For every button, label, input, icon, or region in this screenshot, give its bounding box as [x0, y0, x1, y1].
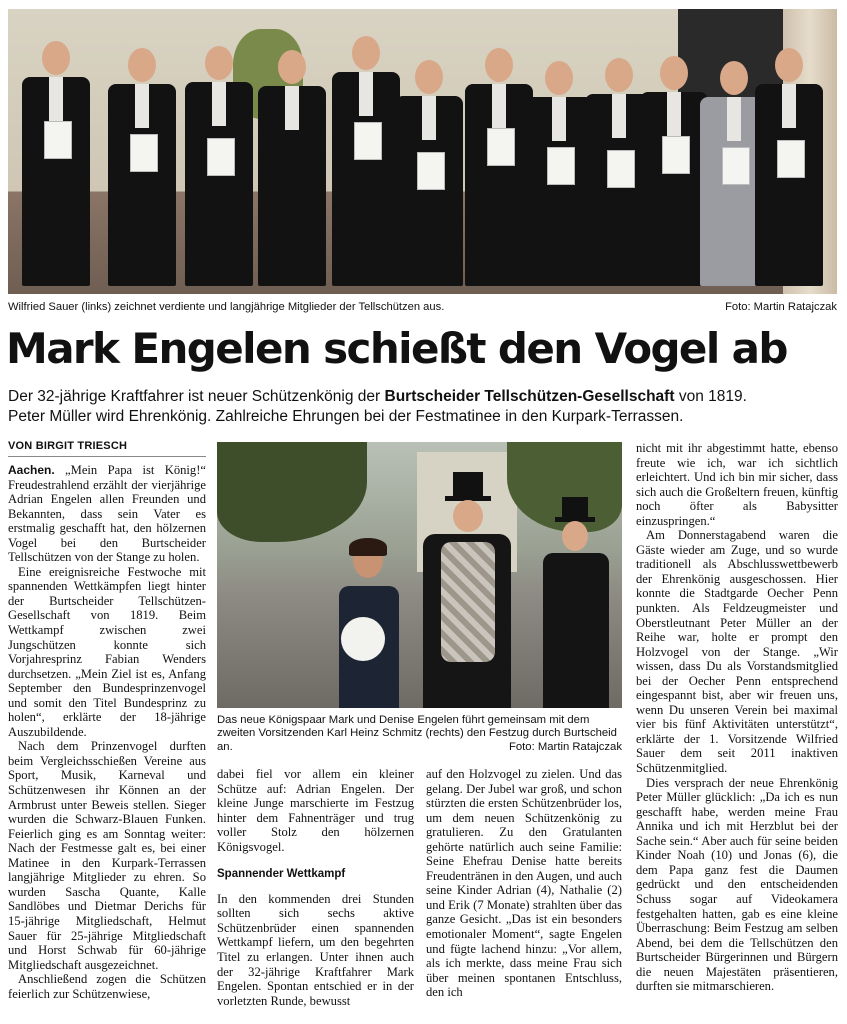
photo-tree [217, 442, 367, 542]
honoree-figure [393, 60, 465, 286]
honoree-figure [330, 36, 402, 286]
deck-line-1: Der 32-jährige Kraftfahrer ist neuer Schützenkönig der Burtscheider Tellschützen-Gesellschaft von 1819. [8, 388, 747, 405]
col2-paragraph: dabei fiel vor allem ein kleiner Schütze auf: Adrian Engelen. Der kleine Junge marschierte im Festzug hinter dem Fahnenträger und trug voller Stolz den hölzernen Königsvogel. [217, 767, 414, 854]
headline: Mark Engelen schießt den Vogel ab [6, 324, 787, 373]
col4-paragraph: Am Donnerstagabend waren die Gäste wieder am Zuge, und so wurde traditionell als Abschlusswettbewerb der Ehrenkönig ausgeschossen. Hier konnte die Stadtgarde Oecher Penn punkten. Als Feldzeugmeister und Oberstleutnant Peter Müller an der Reihe war, holte er prompt den Holzvogel von der Stange. „Wir wissen, dass Du als Vorstandsmitglied bei der Oecher Penn entsprechend eingespannt bist, aber wir freuen uns, wenn Du unseren Verein bei maximal vier bis fünf Aktivitäten unterstützt“, erklärte der 1. Vorsitzende Wilfried Sauer dem seit 2011 inaktiven Schützenmitglied. [636, 528, 838, 776]
honoree-figure [753, 48, 825, 286]
deck-line-2: Peter Müller wird Ehrenkönig. Zahlreiche Ehrungen bei der Festmatinee in den Kurpark-Terrassen. [8, 408, 684, 425]
deck [8, 387, 840, 427]
col1-paragraph: Aachen. „Mein Papa ist König!“ Freudestrahlend erzählt der vierjährige Adrian Engelen allen Freunden und Bekannten, dass sein Vater es erstmalig geschafft hat, den hölzernen Vogel bei den Burtscheider Tellschützen von der Stange zu holen. [8, 463, 206, 565]
king-figure [417, 472, 517, 708]
byline-rule [8, 456, 206, 457]
subhead: Spannender Wettkampf [217, 868, 346, 881]
top-photo-caption: Wilfried Sauer (links) zeichnet verdiente und langjährige Mitglieder der Tellschützen aus. [8, 301, 445, 313]
col1-paragraph: Eine ereignisreiche Festwoche mit spannenden Wettkämpfen liegt hinter der Burtscheider Tellschützen-Gesellschaft von 1819. Beim Wettkampf zwischen zwei Jungschützen konnte sich Vorjahresprinz Fabian Wenders durchsetzen. „Mein Ziel ist es, Anfang September den Bundesprinzenvogel und somit den Titel Bundesprinz zu holen“, erklärte der 18-jährige Auszubildende. [8, 564, 206, 739]
honoree-figure [106, 48, 178, 286]
col2-paragraph: In den kommenden drei Stunden sollten sich sechs aktive Schützenbrüder einen spannenden Wettkampf liefern, um den begehrten Titel zu erlangen. Unter ihnen auch der 32-jährige Kraftfahrer Mark Engelen. Spontan entschied er in der vorletzten Runde, bewusst [217, 891, 414, 1008]
honoree-figure [183, 46, 255, 286]
honoree-figure [256, 50, 328, 286]
top-photo-credit: Foto: Martin Ratajczak [725, 301, 837, 313]
byline: VON BIRGIT TRIESCH [8, 440, 128, 452]
col4-paragraph: nicht mit ihr abgestimmt hatte, ebenso freute wie ich, war ich sichtlich erleichtert. Und ich bin mir sicher, dass sich auch die Großeltern freuen, künftig noch öfter als Babysitter einzuspringen.“ [636, 441, 838, 528]
column-2 [217, 767, 414, 1008]
parade-photo [217, 442, 622, 708]
column-1 [8, 463, 206, 1001]
mid-photo-caption: Das neue Königspaar Mark und Denise Engelen führt gemeinsam mit dem zweiten Vorsitzenden Karl Heinz Schmitz (rechts) den Festzug durch Burtscheid an. [217, 714, 617, 753]
column-4 [636, 441, 838, 994]
col4-paragraph: Dies versprach der neue Ehrenkönig Peter Müller glücklich: „Da ich es nun geschafft habe, werden meine Frau Annika und ich mit Herzblut bei der Sache sein.“ Aber auch für seine beiden Kinder Noah (10) und Jonas (6), die dem Papa ganz fest die Daumen gedrückt und den entscheidenden Schuss sogar auf Videokamera festgehalten hatten, gab es eine kleine Überraschung: Beim Festzug am selben Abend, bei dem die Tellschützen den Burtscheider Bürgerinnen und Bürgern die neuen Majestäten präsentieren, durften sie mitmarschieren. [636, 775, 838, 994]
group-photo [8, 9, 837, 294]
vice-chairman-figure [535, 497, 615, 708]
bouquet [341, 617, 385, 661]
column-3 [426, 767, 622, 1000]
mid-photo-credit: Foto: Martin Ratajczak [508, 741, 622, 753]
col1-paragraph: Anschließend zogen die Schützen feierlich zur Schützenwiese, [8, 972, 206, 1001]
col1-paragraph: Nach dem Prinzenvogel durften beim Vergleichsschießen Vereine aus Sport, Musik, Karneval und Schützenwesen ihr Können an der Armbrust unter Beweis stellen. Sieger wurden die Schwarz-Blauen Funken. Feierlich ging es am Sonntag weiter: Nach der Festmesse galt es, bei einer Matinee in den Kurpark-Terrassen langjährige Mitglieder zu ehren. So wurden Sascha Quante, Kalle Sandlöbes und Dietmar Derichs für 15-jährige Mitgliedschaft, Helmut Sauer für 25-jährige Mitgliedschaft und Horst Schwab für 60-jährige Mitgliedschaft ausgezeichnet. [8, 739, 206, 972]
honoree-figure [20, 41, 92, 286]
col3-paragraph: auf den Holzvogel zu zielen. Und das gelang. Der Jubel war groß, und schon stürzten die ersten Schützenbrüder los, um dem neuen Schützenkönig zu gratulieren. Zu den Gratulanten gehörte natürlich auch seine Familie: Seine Ehefrau Denise hatte bereits Freudentränen in den Augen, und auch seine Kinder Adrian (4), Nathalie (2) und Erik (7 Monate) strahlten über das ganze Gesicht. „Das ist ein besonders emotionaler Moment“, sagte Engelen und fügte lachend hinzu: „Vor allem, als ich merkte, dass meine Frau sich über meinen spontanen Entschluss, den ich [426, 767, 622, 1000]
